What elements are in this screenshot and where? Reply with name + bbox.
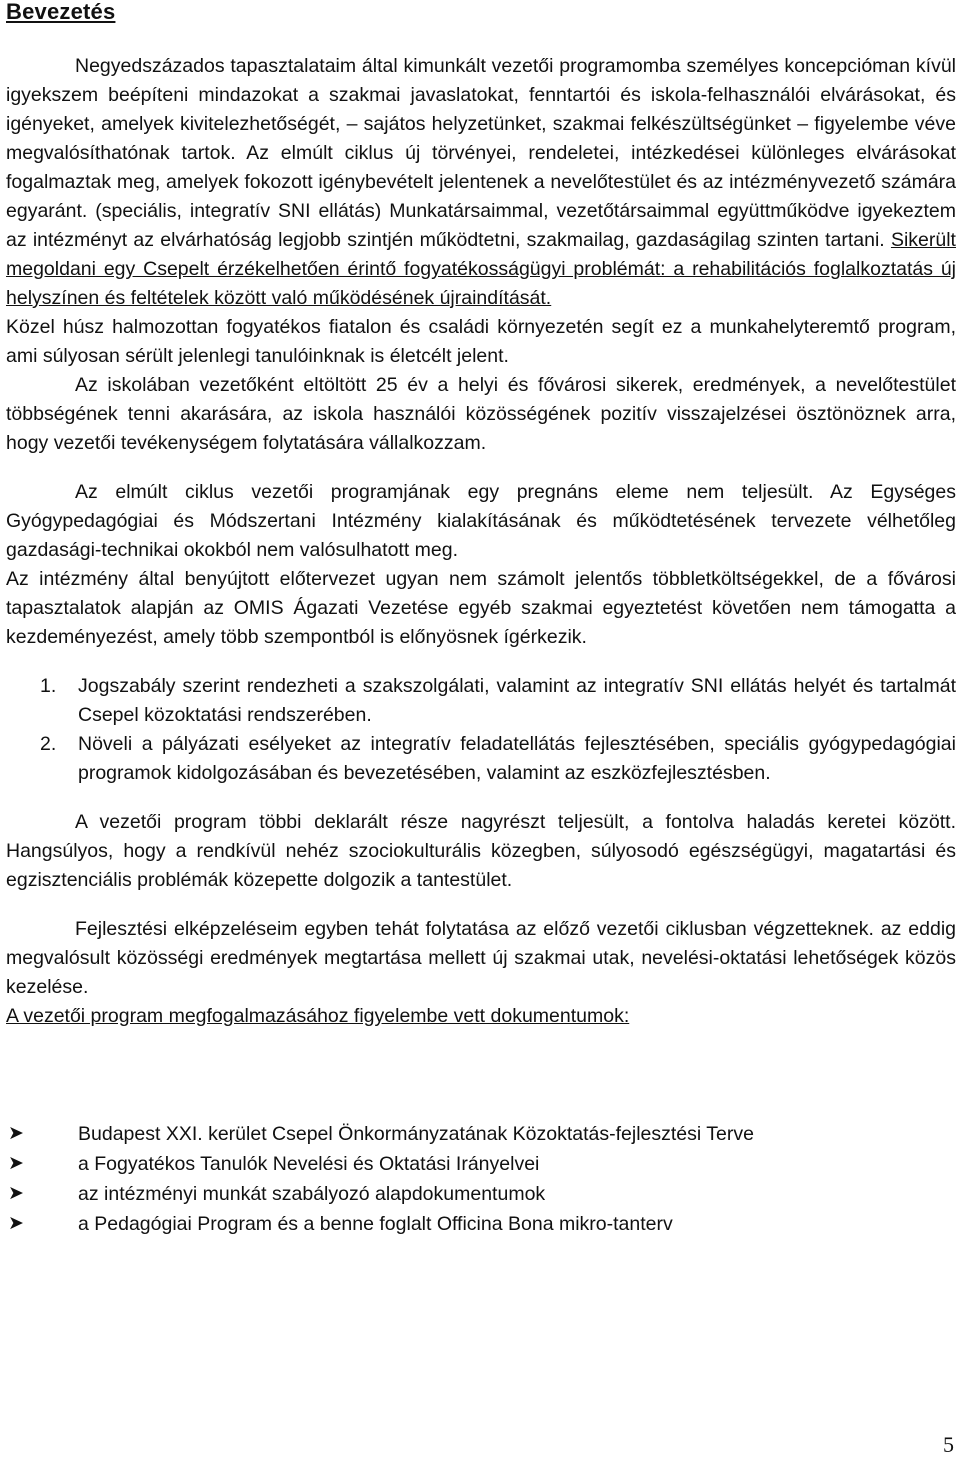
intro-text: Negyedszázados tapasztalataim által kimunkált vezetői programomba személyes koncepcióman kívül igyekszem beépíteni mindazokat a szakmai javaslatokat, fenntartói és iskola-felhasználói elvárásokat, és igényeket, amelyek kivitelezhetőségét, – sajátos helyzetünket, szakmai felkészültségünket – figyelembe véve megvalósíthatónak tartok. Az elmúlt ciklus új törvényei, rendeletei, intézkedései különleges elvárásokat fogalmaztak meg, amelyek fokozott igénybevételt jelentenek a nevelőtestület és az intézményvezető számára egyaránt. (speciális, integratív SNI ellátás) Munkatársaimmal, vezetőtársaimmal együttműködve igyekeztem az intézményt az elvárhatóság legjobb szintjén működtetni, szakmailag, gazdaságilag szinten tartani. [6, 55, 956, 251]
list-item [6, 730, 956, 788]
list-text: a Fogyatékos Tanulók Nevelési és Oktatási Irányelvei [78, 1153, 540, 1175]
spacer [6, 652, 956, 672]
documents-list [6, 1119, 956, 1239]
list-item [6, 1209, 956, 1239]
arrowhead-bullet-icon: ➤ [8, 1213, 24, 1234]
arrowhead-bullet-icon: ➤ [8, 1153, 24, 1174]
spacer [6, 1031, 956, 1119]
list-text: a Pedagógiai Program és a benne foglalt Officina Bona mikro-tanterv [78, 1213, 673, 1235]
list-item [6, 672, 956, 730]
experience-paragraph: Az iskolában vezetőként eltöltött 25 év a helyi és fővárosi sikerek, eredmények, a nevelőtestület többségének tenni akarására, az iskola használói közösségének pozitív visszajelzései ösztönöznek arra, hogy vezetői tevékenységem folytatására vállalkozzam. [6, 374, 956, 454]
list-item [6, 1179, 956, 1209]
list-text: az intézményi munkát szabályozó alapdokumentumok [78, 1183, 546, 1205]
list-text: Budapest XXI. kerület Csepel Önkormányzatának Közoktatás-fejlesztési Terve [78, 1123, 754, 1145]
documents-heading: A vezetői program megfogalmazásához figyelembe vett dokumentumok: [6, 1005, 630, 1027]
list-item [6, 1149, 956, 1179]
document-page [6, 0, 956, 1239]
progress-paragraph: A vezetői program többi deklarált része nagyrészt teljesült, a fontolva haladás keretei között. Hangsúlyos, hogy a rendkívül nehéz szociokulturális közegben, súlyosodó egészségügyi, magatartási és egzisztenciális problémák közepette dolgozik a tantestület. [6, 811, 956, 891]
development-paragraph: Fejlesztési elképzeléseim egyben tehát folytatása az előző vezetői ciklusban végzetteknek. az eddig megvalósult közösségi eredmények megtartása mellett új szakmai utak, nevelési-oktatási lehetőségek közös kezelése. [6, 918, 956, 998]
page-title: Bevezetés [6, 0, 116, 24]
list-item [6, 1119, 956, 1149]
proposal-paragraph: Az intézmény által benyújtott előtervezet ugyan nem számolt jelentős többletköltségekkel, de a fővárosi tapasztalatok alapján az OMIS Ágazati Vezetése egyéb szakmai egyeztetést követően nem támogatta a kezdeményezést, amely több szempontból is előnyösnek ígérkezik. [6, 568, 956, 648]
spacer [6, 895, 956, 915]
arrowhead-bullet-icon: ➤ [8, 1183, 24, 1204]
list-number: 1. [40, 675, 57, 697]
unfulfilled-paragraph: Az elmúlt ciklus vezetői programjának egy pregnáns eleme nem teljesült. Az Egységes Gyógypedagógiai és Módszertani Intézmény kialakításának és működtetésének tervezete vélhetőleg gazdasági-technikai okokból nem valósulhatott meg. [6, 481, 956, 561]
numbered-list [6, 672, 956, 788]
spacer [6, 458, 956, 478]
list-number: 2. [40, 733, 57, 755]
underlined-achievement: Sikerült megoldani egy Csepelt érzékelhetően érintő fogyatékosságügyi problémát: a rehabilitációs foglalkoztatás új helyszínen és feltételek között való működésének újraindítását. [6, 229, 956, 309]
list-text: Növeli a pályázati esélyeket az integratív feladatellátás fejlesztésében, speciális gyógypedagógiai programok kidolgozásában és bevezetésében, valamint az eszközfejlesztésben. [78, 733, 956, 784]
page-number: 5 [943, 1432, 954, 1457]
program-paragraph: Közel húsz halmozottan fogyatékos fiatalon és családi környezetén segít ez a munkahelyteremtő program, ami súlyosan sérült jelenlegi tanulóinknak is életcélt jelent. [6, 316, 956, 367]
spacer [6, 788, 956, 808]
list-text: Jogszabály szerint rendezheti a szakszolgálati, valamint az integratív SNI ellátás helyét és tartalmát Csepel közoktatási rendszerében. [78, 675, 956, 726]
arrowhead-bullet-icon: ➤ [8, 1123, 24, 1144]
intro-paragraph [6, 52, 956, 313]
spacer [6, 24, 956, 52]
